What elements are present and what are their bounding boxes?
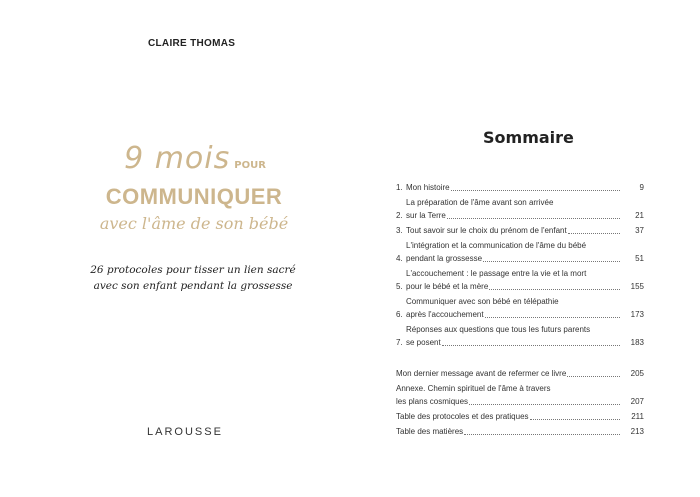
dot-leader <box>567 376 620 377</box>
toc-entry-number: 6. <box>396 310 403 319</box>
toc-entry-page: 21 <box>635 211 644 220</box>
title-9-mois: 9 mois <box>124 141 231 176</box>
toc-entry-page: 173 <box>630 310 644 319</box>
toc-entry-text: sur la Terre <box>406 211 446 220</box>
toc-entry-page: 51 <box>635 254 644 263</box>
toc-entry <box>396 196 644 222</box>
toc-entry-text: pour le bébé et la mère <box>406 282 489 291</box>
dot-leader <box>469 404 620 405</box>
right-page <box>350 0 700 497</box>
toc-entry-text: les plans cosmiques <box>396 397 469 406</box>
toc-entry <box>396 239 644 265</box>
toc-entry-page: 9 <box>639 183 644 192</box>
author-name: CLAIRE THOMAS <box>148 38 236 49</box>
table-of-contents-appendix <box>396 367 644 440</box>
toc-entry <box>396 410 644 423</box>
toc-entry-number: 3. <box>396 226 403 235</box>
toc-entry-text: Communiquer avec son bébé en télépathie <box>406 297 559 306</box>
toc-entry-text: Tout savoir sur le choix du prénom de l'enfant <box>406 226 567 235</box>
toc-entry-number: 2. <box>396 211 403 220</box>
title-pour: POUR <box>234 160 266 171</box>
toc-entry-text: Réponses aux questions que tous les futurs parents <box>406 325 591 334</box>
toc-entry <box>396 425 644 438</box>
toc-entry <box>396 367 644 380</box>
toc-entry-page: 213 <box>630 427 644 436</box>
title-line-1 <box>0 140 390 178</box>
dot-leader <box>442 345 620 346</box>
toc-entry <box>396 323 644 349</box>
toc-entry-page: 205 <box>630 369 644 378</box>
toc-entry <box>396 181 644 194</box>
toc-entry-number: 7. <box>396 338 403 347</box>
toc-entry-text: Mon dernier message avant de refermer ce livre <box>396 369 567 378</box>
title-line-3: avec l'âme de son bébé <box>99 214 289 233</box>
toc-entry-text: Table des matières <box>396 427 464 436</box>
toc-entry-page: 183 <box>630 338 644 347</box>
dot-leader <box>530 419 620 420</box>
toc-entry-number: 4. <box>396 254 403 263</box>
subtitle <box>0 262 386 294</box>
toc-entry-number: 5. <box>396 282 403 291</box>
toc-entry-text: L'intégration et la communication de l'âme du bébé <box>406 241 587 250</box>
title-line-2: COMMUNIQUER <box>105 184 283 209</box>
toc-entry-number: 1. <box>396 183 403 192</box>
toc-entry-text: après l'accouchement <box>406 310 484 319</box>
toc-entry <box>396 267 644 293</box>
dot-leader <box>485 317 620 318</box>
toc-entry-text: L'accouchement : le passage entre la vie et la mort <box>406 269 587 278</box>
toc-entry-page: 211 <box>631 412 644 421</box>
dot-leader <box>451 190 620 191</box>
table-of-contents-chapters <box>396 181 644 351</box>
toc-entry-page: 207 <box>630 397 644 406</box>
toc-entry-text: Table des protocoles et des pratiques <box>396 412 529 421</box>
toc-entry-page: 37 <box>635 226 644 235</box>
toc-entry-page: 155 <box>630 282 644 291</box>
subtitle-line-1: 26 protocoles pour tisser un lien sacré <box>90 264 296 276</box>
dot-leader <box>447 218 620 219</box>
toc-entry <box>396 382 644 408</box>
dot-leader <box>489 289 620 290</box>
toc-entry-text: se posent <box>406 338 441 347</box>
page-title: Sommaire <box>483 128 574 147</box>
dot-leader <box>568 233 620 234</box>
subtitle-line-2: avec son enfant pendant la grossesse <box>93 280 293 292</box>
toc-entry <box>396 224 644 237</box>
dot-leader <box>483 261 620 262</box>
publisher: LAROUSSE <box>147 426 223 438</box>
toc-entry-text: Annexe. Chemin spirituel de l'âme à travers <box>396 384 551 393</box>
toc-entry-text: La préparation de l'âme avant son arrivée <box>406 198 554 207</box>
toc-entry-text: pendant la grossesse <box>406 254 483 263</box>
toc-entry <box>396 295 644 321</box>
dot-leader <box>464 434 620 435</box>
toc-entry-text: Mon histoire <box>406 183 450 192</box>
